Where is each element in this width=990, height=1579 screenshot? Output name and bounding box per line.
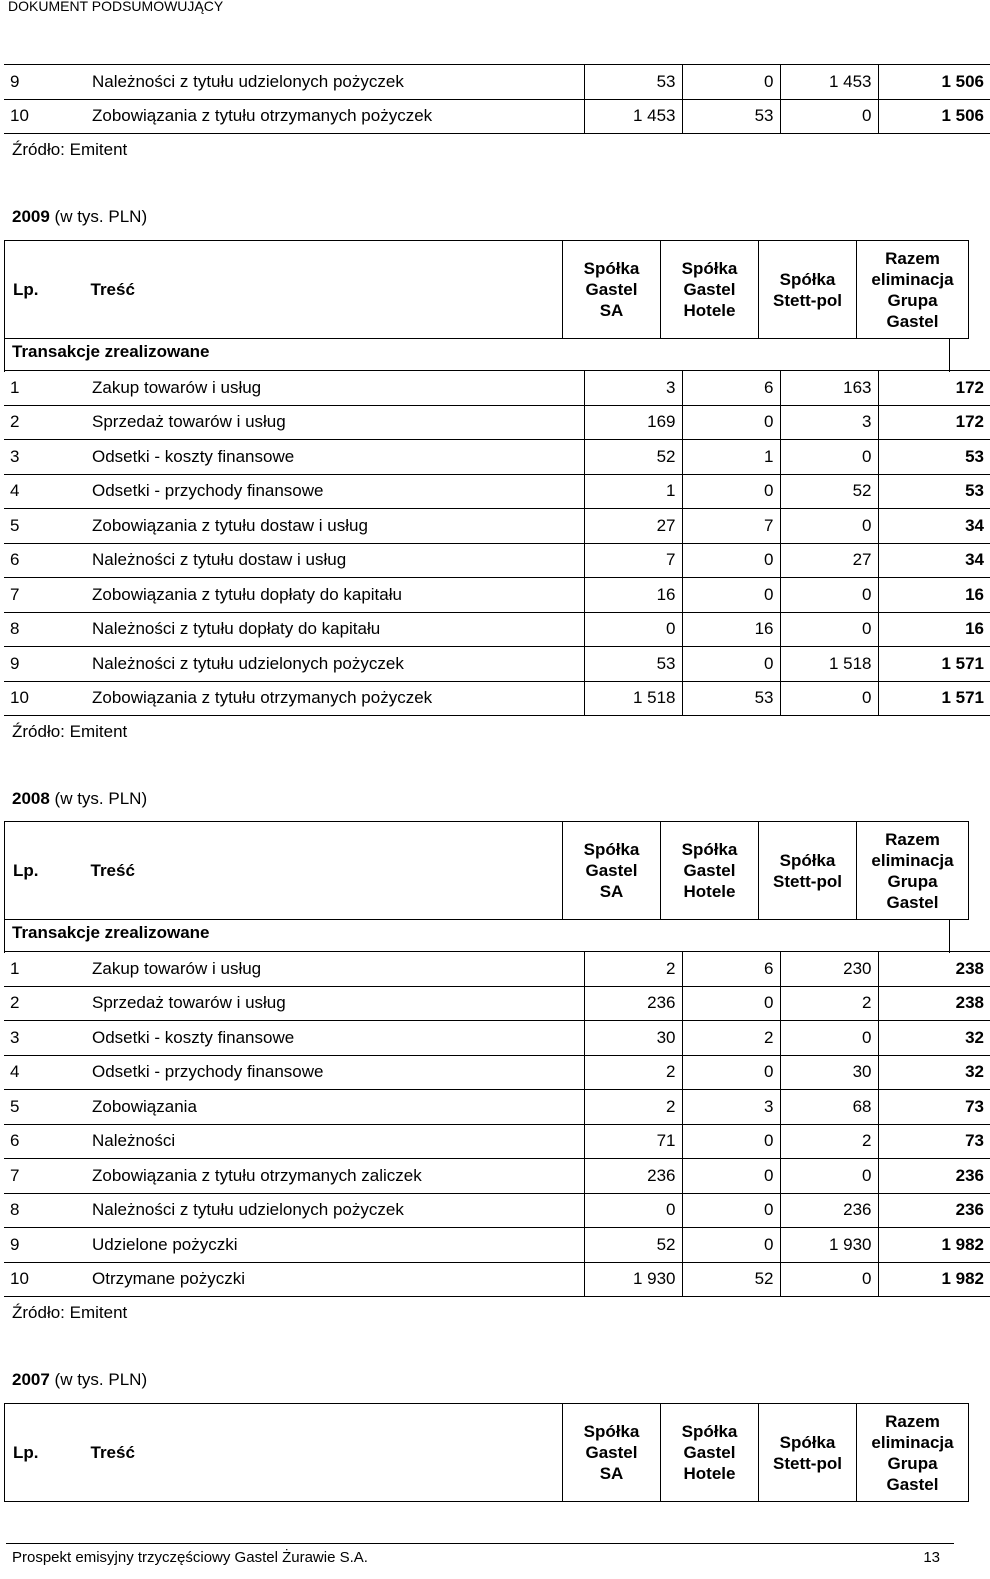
value-total: 172 (878, 405, 990, 440)
col-header-line: SA (599, 882, 624, 901)
col-header-line: Gastel (585, 1443, 638, 1462)
value-total: 1 506 (878, 65, 990, 100)
value-total: 172 (878, 371, 990, 406)
col-header-gastel-hotele (661, 241, 759, 339)
value-total: 1 571 (878, 681, 990, 716)
value-gastel-hotele: 0 (682, 647, 780, 682)
row-label: Zobowiązania z tytułu dopłaty do kapitału (86, 578, 584, 613)
table-row (4, 1090, 990, 1125)
value-gastel-sa: 0 (584, 1193, 682, 1228)
page-number: 13 (923, 1549, 940, 1566)
col-header-gastel-sa (563, 822, 661, 920)
row-label: Odsetki - przychody finansowe (86, 1055, 584, 1090)
row-number: 3 (4, 1021, 86, 1056)
col-header-line: eliminacja (871, 1432, 954, 1452)
col-header-line: Spółka (779, 1432, 836, 1452)
row-label: Odsetki - koszty finansowe (86, 440, 584, 475)
col-header-gastel-hotele (661, 822, 759, 920)
table-2008 (4, 951, 990, 1297)
col-header-lp: Lp. (5, 1404, 87, 1502)
value-gastel-sa: 53 (584, 65, 682, 100)
col-header-line: Gastel (585, 861, 638, 880)
table-row (4, 440, 990, 475)
value-total: 1 571 (878, 647, 990, 682)
value-gastel-sa: 1 453 (584, 99, 682, 134)
col-header-line: Stett-pol (773, 290, 842, 310)
value-total: 32 (878, 1021, 990, 1056)
row-label: Odsetki - przychody finansowe (86, 474, 584, 509)
row-label: Należności z tytułu udzielonych pożyczek (86, 1193, 584, 1228)
value-gastel-hotele: 53 (682, 99, 780, 134)
value-total: 73 (878, 1090, 990, 1125)
document-header: DOKUMENT PODSUMOWUJĄCY (8, 0, 224, 14)
row-number: 9 (4, 65, 86, 100)
col-header-gastel-hotele (661, 1404, 759, 1502)
col-header-line: Spółka (681, 1422, 738, 1441)
col-header-line: Hotele (683, 1464, 736, 1483)
table-row (4, 65, 990, 100)
row-label: Należności z tytułu dopłaty do kapitału (86, 612, 584, 647)
source-note-1: Źródło: Emitent (12, 140, 128, 159)
row-number: 1 (4, 371, 86, 406)
value-gastel-sa: 30 (584, 1021, 682, 1056)
table-row (4, 543, 990, 578)
value-gastel-sa: 1 518 (584, 681, 682, 716)
table-row (4, 647, 990, 682)
value-gastel-hotele: 0 (682, 65, 780, 100)
value-gastel-sa: 2 (584, 952, 682, 987)
value-total: 16 (878, 612, 990, 647)
table-row (4, 509, 990, 544)
value-total: 238 (878, 952, 990, 987)
table-header-2007 (4, 1403, 969, 1502)
col-header-line: Gastel (683, 861, 736, 880)
row-label: Otrzymane pożyczki (86, 1262, 584, 1297)
value-gastel-hotele: 0 (682, 1228, 780, 1263)
col-header-line: Spółka (779, 850, 836, 870)
section-title-2008: Transakcje zrealizowane (12, 923, 210, 942)
value-gastel-sa: 71 (584, 1124, 682, 1159)
value-stett-pol: 1 930 (780, 1228, 878, 1263)
col-header-line: Spółka (779, 269, 836, 289)
row-label: Należności z tytułu dostaw i usług (86, 543, 584, 578)
col-header-gastel-sa (563, 1404, 661, 1502)
value-stett-pol: 0 (780, 440, 878, 475)
value-total: 34 (878, 509, 990, 544)
row-label: Sprzedaż towarów i usług (86, 405, 584, 440)
row-label: Zakup towarów i usług (86, 952, 584, 987)
col-header-line: Razem (885, 829, 940, 849)
col-header-line: Spółka (681, 259, 738, 278)
value-stett-pol: 0 (780, 99, 878, 134)
col-header-line: Gastel (886, 892, 939, 912)
row-label: Zobowiązania z tytułu otrzymanych pożyczek (86, 99, 584, 134)
table-row (4, 1193, 990, 1228)
value-stett-pol: 236 (780, 1193, 878, 1228)
row-number: 2 (4, 986, 86, 1021)
col-header-tresc: Treść (87, 822, 563, 920)
table-row (4, 952, 990, 987)
col-header-stett-pol (759, 241, 857, 339)
value-total: 53 (878, 474, 990, 509)
col-header-line: SA (599, 301, 624, 320)
value-gastel-hotele: 0 (682, 474, 780, 509)
table-row (4, 99, 990, 134)
value-gastel-hotele: 52 (682, 1262, 780, 1297)
table-row (4, 681, 990, 716)
col-header-line: Hotele (683, 301, 736, 320)
table-row (4, 1021, 990, 1056)
value-gastel-hotele: 1 (682, 440, 780, 475)
value-gastel-sa: 53 (584, 647, 682, 682)
value-gastel-hotele: 16 (682, 612, 780, 647)
value-gastel-hotele: 0 (682, 578, 780, 613)
table-row (4, 1262, 990, 1297)
row-number: 6 (4, 543, 86, 578)
col-header-lp: Lp. (5, 241, 87, 339)
year-heading-2009: 2009 (w tys. PLN) (12, 207, 148, 226)
value-gastel-sa: 2 (584, 1055, 682, 1090)
value-gastel-hotele: 3 (682, 1090, 780, 1125)
value-stett-pol: 27 (780, 543, 878, 578)
row-number: 1 (4, 952, 86, 987)
row-label: Zakup towarów i usług (86, 371, 584, 406)
table-row (4, 1055, 990, 1090)
value-total: 34 (878, 543, 990, 578)
row-label: Należności (86, 1124, 584, 1159)
row-number: 9 (4, 647, 86, 682)
row-label: Należności z tytułu udzielonych pożyczek (86, 65, 584, 100)
col-header-line: Grupa (887, 290, 938, 310)
row-number: 10 (4, 1262, 86, 1297)
col-header-line: Stett-pol (773, 871, 842, 891)
col-header-total (857, 1404, 969, 1502)
value-gastel-hotele: 0 (682, 1124, 780, 1159)
row-number: 7 (4, 578, 86, 613)
row-label: Zobowiązania z tytułu otrzymanych pożyczek (86, 681, 584, 716)
col-header-total (857, 822, 969, 920)
row-label: Zobowiązania (86, 1090, 584, 1125)
value-total: 16 (878, 578, 990, 613)
value-stett-pol: 2 (780, 1124, 878, 1159)
value-stett-pol: 2 (780, 986, 878, 1021)
value-gastel-hotele: 6 (682, 371, 780, 406)
table-row (4, 1228, 990, 1263)
value-gastel-hotele: 0 (682, 543, 780, 578)
value-gastel-hotele: 7 (682, 509, 780, 544)
col-header-line: Razem (885, 248, 940, 268)
value-stett-pol: 1 453 (780, 65, 878, 100)
row-number: 5 (4, 1090, 86, 1125)
col-header-line: Spółka (583, 840, 640, 859)
col-header-line: Grupa (887, 1453, 938, 1473)
value-total: 236 (878, 1159, 990, 1194)
table-row (4, 578, 990, 613)
value-gastel-sa: 7 (584, 543, 682, 578)
col-header-line: SA (599, 1464, 624, 1483)
value-total: 238 (878, 986, 990, 1021)
value-gastel-sa: 2 (584, 1090, 682, 1125)
value-gastel-sa: 16 (584, 578, 682, 613)
value-total: 1 506 (878, 99, 990, 134)
value-stett-pol: 163 (780, 371, 878, 406)
value-gastel-sa: 236 (584, 986, 682, 1021)
col-header-line: Gastel (683, 280, 736, 299)
row-number: 4 (4, 474, 86, 509)
year-heading-2008: 2008 (w tys. PLN) (12, 789, 148, 808)
value-gastel-sa: 52 (584, 1228, 682, 1263)
value-gastel-hotele: 0 (682, 1055, 780, 1090)
col-header-line: Spółka (583, 1422, 640, 1441)
col-header-lp: Lp. (5, 822, 87, 920)
value-stett-pol: 68 (780, 1090, 878, 1125)
table-2009 (4, 370, 990, 716)
col-header-line: Grupa (887, 871, 938, 891)
footer-divider (6, 1543, 954, 1544)
value-total: 1 982 (878, 1262, 990, 1297)
value-stett-pol: 0 (780, 1262, 878, 1297)
col-header-tresc: Treść (87, 1404, 563, 1502)
row-number: 10 (4, 99, 86, 134)
source-note-3: Źródło: Emitent (12, 1303, 128, 1322)
source-note-2: Źródło: Emitent (12, 722, 128, 741)
value-stett-pol: 3 (780, 405, 878, 440)
value-gastel-sa: 0 (584, 612, 682, 647)
row-number: 8 (4, 1193, 86, 1228)
table-row (4, 1124, 990, 1159)
row-label: Należności z tytułu udzielonych pożyczek (86, 647, 584, 682)
value-gastel-sa: 3 (584, 371, 682, 406)
value-gastel-hotele: 2 (682, 1021, 780, 1056)
value-gastel-sa: 1 930 (584, 1262, 682, 1297)
value-stett-pol: 1 518 (780, 647, 878, 682)
value-gastel-hotele: 0 (682, 1159, 780, 1194)
value-gastel-hotele: 53 (682, 681, 780, 716)
col-header-line: Stett-pol (773, 1453, 842, 1473)
row-number: 4 (4, 1055, 86, 1090)
value-gastel-hotele: 0 (682, 986, 780, 1021)
col-header-line: Spółka (583, 259, 640, 278)
table-continuation (4, 64, 990, 134)
value-gastel-hotele: 6 (682, 952, 780, 987)
row-number: 10 (4, 681, 86, 716)
value-stett-pol: 0 (780, 509, 878, 544)
col-header-tresc: Treść (87, 241, 563, 339)
row-number: 5 (4, 509, 86, 544)
col-header-total (857, 241, 969, 339)
col-header-line: Razem (885, 1411, 940, 1431)
row-label: Zobowiązania z tytułu otrzymanych zaliczek (86, 1159, 584, 1194)
table-row (4, 474, 990, 509)
value-gastel-sa: 27 (584, 509, 682, 544)
col-header-line: Spółka (681, 840, 738, 859)
row-number: 9 (4, 1228, 86, 1263)
table-header-2009 (4, 240, 969, 339)
value-gastel-sa: 236 (584, 1159, 682, 1194)
value-stett-pol: 0 (780, 1159, 878, 1194)
value-stett-pol: 0 (780, 1021, 878, 1056)
col-header-line: Gastel (683, 1443, 736, 1462)
value-stett-pol: 0 (780, 578, 878, 613)
footer-title: Prospekt emisyjny trzyczęściowy Gastel Żurawie S.A. (12, 1549, 368, 1566)
row-label: Udzielone pożyczki (86, 1228, 584, 1263)
col-header-stett-pol (759, 1404, 857, 1502)
row-label: Sprzedaż towarów i usług (86, 986, 584, 1021)
table-row (4, 371, 990, 406)
value-total: 73 (878, 1124, 990, 1159)
col-header-stett-pol (759, 822, 857, 920)
row-number: 7 (4, 1159, 86, 1194)
col-header-line: Gastel (585, 280, 638, 299)
table-row (4, 1159, 990, 1194)
col-header-line: Hotele (683, 882, 736, 901)
value-stett-pol: 0 (780, 681, 878, 716)
value-total: 236 (878, 1193, 990, 1228)
value-gastel-hotele: 0 (682, 405, 780, 440)
section-title-2009: Transakcje zrealizowane (12, 342, 210, 361)
value-stett-pol: 230 (780, 952, 878, 987)
value-total: 53 (878, 440, 990, 475)
row-number: 2 (4, 405, 86, 440)
year-heading-2007: 2007 (w tys. PLN) (12, 1370, 148, 1389)
col-header-line: eliminacja (871, 850, 954, 870)
row-number: 8 (4, 612, 86, 647)
table-row (4, 405, 990, 440)
col-header-line: Gastel (886, 1474, 939, 1494)
value-total: 32 (878, 1055, 990, 1090)
row-label: Odsetki - koszty finansowe (86, 1021, 584, 1056)
row-number: 6 (4, 1124, 86, 1159)
col-header-line: eliminacja (871, 269, 954, 289)
value-total: 1 982 (878, 1228, 990, 1263)
col-header-gastel-sa (563, 241, 661, 339)
value-gastel-sa: 52 (584, 440, 682, 475)
value-stett-pol: 52 (780, 474, 878, 509)
value-stett-pol: 30 (780, 1055, 878, 1090)
value-gastel-sa: 1 (584, 474, 682, 509)
value-gastel-sa: 169 (584, 405, 682, 440)
table-header-2008 (4, 821, 969, 920)
table-row (4, 986, 990, 1021)
col-header-line: Gastel (886, 311, 939, 331)
row-label: Zobowiązania z tytułu dostaw i usług (86, 509, 584, 544)
value-gastel-hotele: 0 (682, 1193, 780, 1228)
value-stett-pol: 0 (780, 612, 878, 647)
table-row (4, 612, 990, 647)
row-number: 3 (4, 440, 86, 475)
